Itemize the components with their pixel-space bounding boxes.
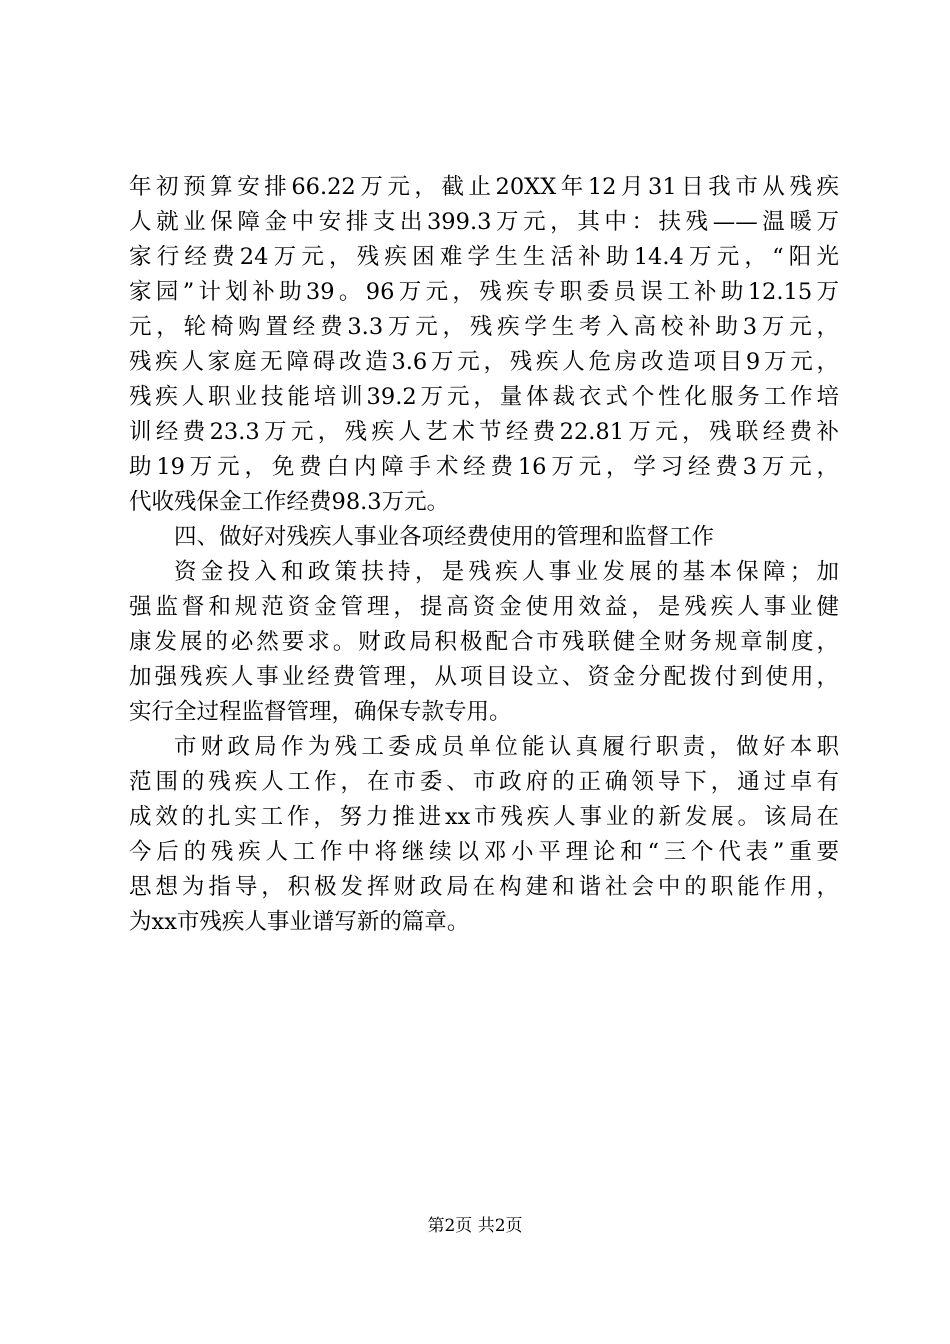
text-line: 年初预算安排66.22万元，截止20XX年12月31日我市从残疾 <box>129 174 839 200</box>
text-line: 加强残疾人事业经费管理，从项目设立、资金分配拨付到使用， <box>129 664 839 690</box>
text-line: 市财政局作为残工委成员单位能认真履行职责，做好本职 <box>174 734 839 760</box>
page-number-footer: 第2页 共2页 <box>427 1216 523 1236</box>
text-line: 康发展的必然要求。财政局积极配合市残联健全财务规章制度， <box>129 629 839 655</box>
paragraph-conclusion <box>129 730 839 940</box>
text-line: 元，轮椅购置经费3.3万元，残疾学生考入高校补助3万元， <box>129 314 839 340</box>
text-line: 为xx市残疾人事业谱写新的篇章。 <box>129 909 470 935</box>
text-line: 范围的残疾人工作，在市委、市政府的正确领导下，通过卓有 <box>129 769 839 795</box>
text-line: 今后的残疾人工作中将继续以邓小平理论和“三个代表”重要 <box>129 839 839 865</box>
text-line: 成效的扎实工作，努力推进xx市残疾人事业的新发展。该局在 <box>129 804 839 830</box>
text-line: 家园”计划补助39。96万元，残疾专职委员误工补助12.15万 <box>129 279 839 305</box>
text-line: 资金投入和政策扶持，是残疾人事业发展的基本保障；加 <box>174 559 839 585</box>
text-line: 助19万元，免费白内障手术经费16万元，学习经费3万元， <box>129 454 839 480</box>
text-line: 家行经费24万元，残疾困难学生生活补助14.4万元，“阳光 <box>129 244 839 270</box>
text-line: 代收残保金工作经费98.3万元。 <box>129 489 450 515</box>
paragraph-fund-supervision <box>129 555 839 730</box>
text-line: 思想为指导，积极发挥财政局在构建和谐社会中的职能作用， <box>129 874 839 900</box>
text-line: 残疾人家庭无障碍改造3.6万元，残疾人危房改造项目9万元， <box>129 349 839 375</box>
paragraph-budget-details <box>129 170 839 520</box>
text-line: 残疾人职业技能培训39.2万元，量体裁衣式个性化服务工作培 <box>129 384 839 410</box>
text-line: 实行全过程监督管理，确保专款专用。 <box>129 699 512 725</box>
document-body <box>129 170 839 940</box>
text-line: 强监督和规范资金管理，提高资金使用效益，是残疾人事业健 <box>129 594 839 620</box>
text-line: 训经费23.3万元，残疾人艺术节经费22.81万元，残联经费补 <box>129 419 839 445</box>
text-line: 人就业保障金中安排支出399.3万元，其中：扶残——温暖万 <box>129 209 839 235</box>
section-heading: 四、做好对残疾人事业各项经费使用的管理和监督工作 <box>174 524 715 550</box>
